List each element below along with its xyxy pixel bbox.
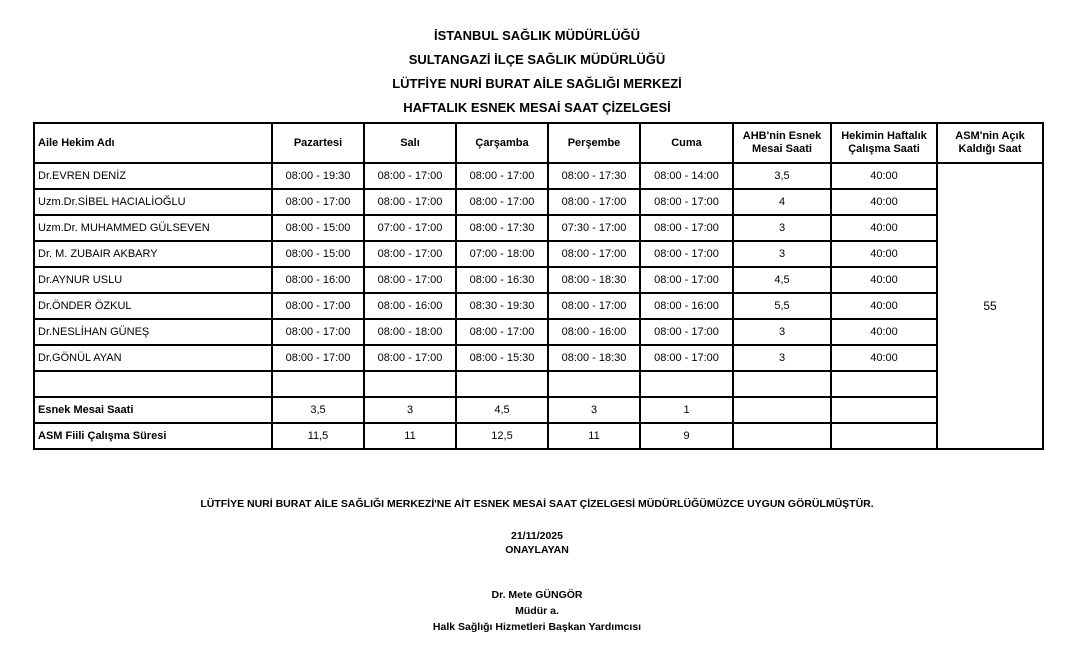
col-header-thursday: Perşembe bbox=[548, 123, 640, 163]
table-row bbox=[34, 319, 1043, 345]
doctor-name: Uzm.Dr. MUHAMMED GÜLSEVEN bbox=[34, 215, 272, 241]
thursday-hours: 08:00 - 18:30 bbox=[548, 267, 640, 293]
esnek-mesai-label: Esnek Mesai Saati bbox=[34, 397, 272, 423]
fiili-monday: 11,5 bbox=[272, 423, 364, 449]
col-header-open-line2: Kaldığı Saat bbox=[958, 143, 1022, 155]
header-center: LÜTFİYE NURİ BURAT AİLE SAĞLIĞI MERKEZİ bbox=[392, 76, 682, 91]
thursday-hours: 08:00 - 17:00 bbox=[548, 293, 640, 319]
col-header-tuesday: Salı bbox=[364, 123, 456, 163]
friday-hours: 08:00 - 17:00 bbox=[640, 319, 733, 345]
empty-cell bbox=[831, 397, 937, 423]
col-header-monday: Pazartesi bbox=[272, 123, 364, 163]
esnek-mesai-row bbox=[34, 397, 1043, 423]
empty-cell bbox=[831, 423, 937, 449]
tuesday-hours: 08:00 - 17:00 bbox=[364, 163, 456, 189]
weekly-hours: 40:00 bbox=[831, 241, 937, 267]
fiili-wednesday: 12,5 bbox=[456, 423, 548, 449]
wednesday-hours: 08:00 - 17:30 bbox=[456, 215, 548, 241]
empty-cell bbox=[548, 371, 640, 397]
thursday-hours: 08:00 - 16:00 bbox=[548, 319, 640, 345]
tuesday-hours: 08:00 - 17:00 bbox=[364, 189, 456, 215]
fiili-calisma-row bbox=[34, 423, 1043, 449]
ahb-flex-hours: 3 bbox=[733, 345, 831, 371]
table-row bbox=[34, 267, 1043, 293]
col-header-wednesday: Çarşamba bbox=[456, 123, 548, 163]
wednesday-hours: 08:00 - 15:30 bbox=[456, 345, 548, 371]
empty-cell bbox=[733, 371, 831, 397]
col-header-name: Aile Hekim Adı bbox=[34, 123, 272, 163]
wednesday-hours: 08:00 - 17:00 bbox=[456, 319, 548, 345]
esnek-friday: 1 bbox=[640, 397, 733, 423]
col-header-ahb-flex bbox=[733, 123, 831, 163]
doctor-name: Dr.ÖNDER ÖZKUL bbox=[34, 293, 272, 319]
col-header-weekly-line1: Hekimin Haftalık bbox=[841, 130, 927, 142]
col-header-ahb-line1: AHB'nin Esnek bbox=[742, 130, 822, 142]
empty-cell bbox=[733, 397, 831, 423]
weekly-hours: 40:00 bbox=[831, 163, 937, 189]
monday-hours: 08:00 - 19:30 bbox=[272, 163, 364, 189]
fiili-friday: 9 bbox=[640, 423, 733, 449]
esnek-wednesday: 4,5 bbox=[456, 397, 548, 423]
friday-hours: 08:00 - 17:00 bbox=[640, 267, 733, 293]
monday-hours: 08:00 - 17:00 bbox=[272, 345, 364, 371]
col-header-ahb-line2: Mesai Saati bbox=[752, 143, 812, 155]
tuesday-hours: 08:00 - 17:00 bbox=[364, 241, 456, 267]
empty-cell bbox=[34, 371, 272, 397]
friday-hours: 08:00 - 17:00 bbox=[640, 241, 733, 267]
ahb-flex-hours: 3 bbox=[733, 319, 831, 345]
friday-hours: 08:00 - 14:00 bbox=[640, 163, 733, 189]
weekly-hours: 40:00 bbox=[831, 293, 937, 319]
approval-statement: LÜTFİYE NURİ BURAT AİLE SAĞLIĞI MERKEZİ'NE AİT ESNEK MESAİ SAAT ÇİZELGESİ MÜDÜRLÜĞÜMÜZCE UYGUN GÖRÜLMÜŞTÜR. bbox=[200, 498, 874, 510]
thursday-hours: 08:00 - 17:00 bbox=[548, 189, 640, 215]
esnek-thursday: 3 bbox=[548, 397, 640, 423]
empty-cell bbox=[456, 371, 548, 397]
tuesday-hours: 08:00 - 18:00 bbox=[364, 319, 456, 345]
doctor-name: Dr.AYNUR USLU bbox=[34, 267, 272, 293]
signer-name: Dr. Mete GÜNGÖR bbox=[491, 589, 583, 601]
wednesday-hours: 08:00 - 17:00 bbox=[456, 163, 548, 189]
monday-hours: 08:00 - 15:00 bbox=[272, 215, 364, 241]
weekly-hours: 40:00 bbox=[831, 189, 937, 215]
header-title: HAFTALIK ESNEK MESAİ SAAT ÇİZELGESİ bbox=[403, 100, 671, 115]
table-row bbox=[34, 163, 1043, 189]
empty-cell bbox=[364, 371, 456, 397]
wednesday-hours: 08:30 - 19:30 bbox=[456, 293, 548, 319]
col-header-open-line1: ASM'nin Açık bbox=[955, 130, 1025, 142]
thursday-hours: 08:00 - 17:00 bbox=[548, 241, 640, 267]
doctor-name: Dr.NESLİHAN GÜNEŞ bbox=[34, 319, 272, 345]
empty-cell bbox=[831, 371, 937, 397]
wednesday-hours: 08:00 - 17:00 bbox=[456, 189, 548, 215]
empty-cell bbox=[733, 423, 831, 449]
signer-role: Halk Sağlığı Hizmetleri Başkan Yardımcısı bbox=[432, 621, 642, 633]
esnek-monday: 3,5 bbox=[272, 397, 364, 423]
weekly-hours: 40:00 bbox=[831, 215, 937, 241]
friday-hours: 08:00 - 17:00 bbox=[640, 215, 733, 241]
fiili-calisma-label: ASM Fiili Çalışma Süresi bbox=[34, 423, 272, 449]
ahb-flex-hours: 4 bbox=[733, 189, 831, 215]
asm-open-hours: 55 bbox=[937, 163, 1043, 449]
ahb-flex-hours: 5,5 bbox=[733, 293, 831, 319]
table-row bbox=[34, 241, 1043, 267]
fiili-thursday: 11 bbox=[548, 423, 640, 449]
ahb-flex-hours: 3,5 bbox=[733, 163, 831, 189]
document-header bbox=[0, 24, 1074, 120]
monday-hours: 08:00 - 17:00 bbox=[272, 319, 364, 345]
monday-hours: 08:00 - 17:00 bbox=[272, 189, 364, 215]
ahb-flex-hours: 4,5 bbox=[733, 267, 831, 293]
weekly-hours: 40:00 bbox=[831, 319, 937, 345]
approved-by-label: ONAYLAYAN bbox=[505, 544, 569, 556]
empty-cell bbox=[272, 371, 364, 397]
weekly-hours: 40:00 bbox=[831, 267, 937, 293]
monday-hours: 08:00 - 17:00 bbox=[272, 293, 364, 319]
table-row bbox=[34, 293, 1043, 319]
friday-hours: 08:00 - 16:00 bbox=[640, 293, 733, 319]
ahb-flex-hours: 3 bbox=[733, 241, 831, 267]
col-header-asm-open bbox=[937, 123, 1043, 163]
doctor-name: Dr. M. ZUBAIR AKBARY bbox=[34, 241, 272, 267]
table-header-row bbox=[34, 123, 1043, 163]
thursday-hours: 08:00 - 17:30 bbox=[548, 163, 640, 189]
thursday-hours: 07:30 - 17:00 bbox=[548, 215, 640, 241]
fiili-tuesday: 11 bbox=[364, 423, 456, 449]
doctor-name: Uzm.Dr.SİBEL HACIALİOĞLU bbox=[34, 189, 272, 215]
col-header-weekly-line2: Çalışma Saati bbox=[848, 143, 920, 155]
table-row bbox=[34, 189, 1043, 215]
tuesday-hours: 08:00 - 17:00 bbox=[364, 345, 456, 371]
col-header-friday: Cuma bbox=[640, 123, 733, 163]
tuesday-hours: 07:00 - 17:00 bbox=[364, 215, 456, 241]
empty-cell bbox=[640, 371, 733, 397]
doctor-name: Dr.GÖNÜL AYAN bbox=[34, 345, 272, 371]
empty-row bbox=[34, 371, 1043, 397]
esnek-tuesday: 3 bbox=[364, 397, 456, 423]
header-ministry: İSTANBUL SAĞLIK MÜDÜRLÜĞÜ bbox=[433, 28, 641, 43]
header-district: SULTANGAZİ İLÇE SAĞLIK MÜDÜRLÜĞÜ bbox=[408, 52, 666, 67]
signer-title: Müdür a. bbox=[515, 605, 559, 617]
weekly-hours: 40:00 bbox=[831, 345, 937, 371]
table-row bbox=[34, 215, 1043, 241]
monday-hours: 08:00 - 15:00 bbox=[272, 241, 364, 267]
wednesday-hours: 07:00 - 18:00 bbox=[456, 241, 548, 267]
col-header-weekly-hours bbox=[831, 123, 937, 163]
ahb-flex-hours: 3 bbox=[733, 215, 831, 241]
tuesday-hours: 08:00 - 17:00 bbox=[364, 267, 456, 293]
thursday-hours: 08:00 - 18:30 bbox=[548, 345, 640, 371]
doctor-name: Dr.EVREN DENİZ bbox=[34, 163, 272, 189]
table-row bbox=[34, 345, 1043, 371]
tuesday-hours: 08:00 - 16:00 bbox=[364, 293, 456, 319]
friday-hours: 08:00 - 17:00 bbox=[640, 189, 733, 215]
monday-hours: 08:00 - 16:00 bbox=[272, 267, 364, 293]
wednesday-hours: 08:00 - 16:30 bbox=[456, 267, 548, 293]
approval-date: 21/11/2025 bbox=[511, 530, 563, 542]
schedule-table bbox=[33, 122, 1044, 450]
friday-hours: 08:00 - 17:00 bbox=[640, 345, 733, 371]
